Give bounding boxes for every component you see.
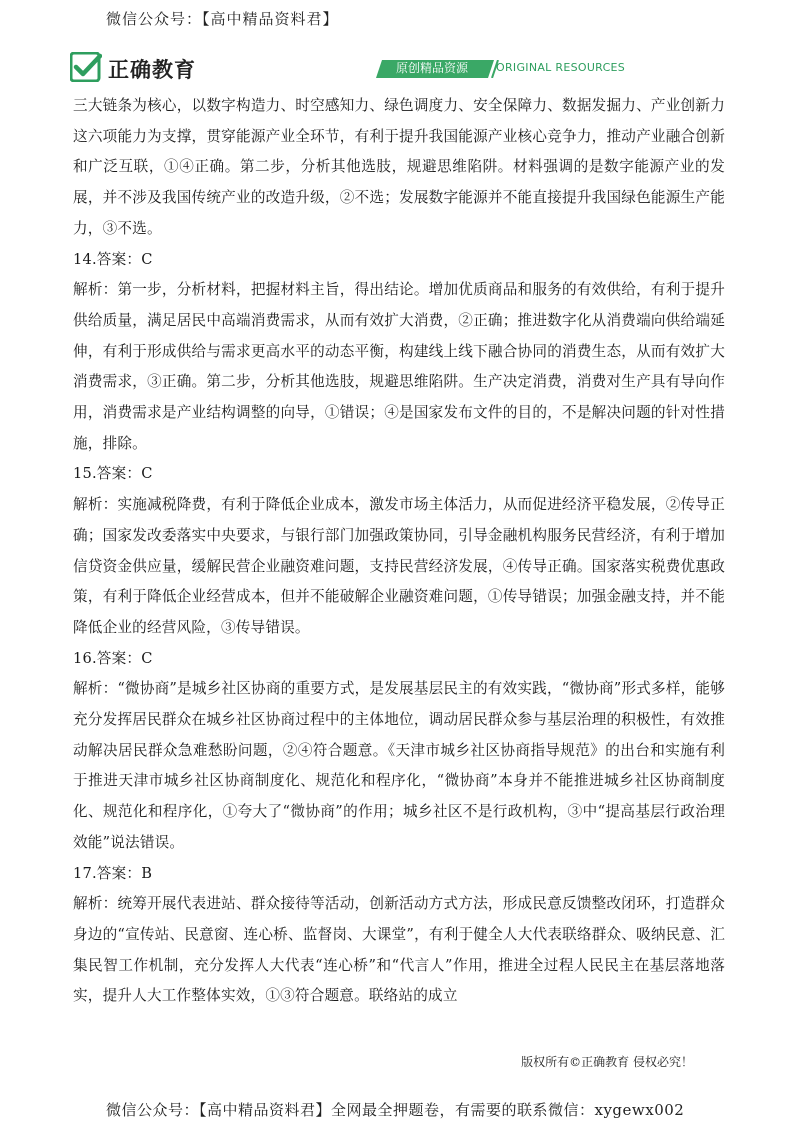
top-wechat-banner: 微信公众号：【高中精品资料君】 xyxy=(106,10,339,28)
answer-content xyxy=(73,91,725,1012)
bottom-wechat-banner: 微信公众号：【高中精品资料君】全网最全押题卷，有需要的联系微信：xygewx002 xyxy=(106,1101,685,1119)
ribbon-label-cn: 原创精品资源 xyxy=(396,61,469,75)
brand-name: 正确教育 xyxy=(108,58,196,82)
analysis-14: 解析：第一步，分析材料，把握材料主旨，得出结论。增加优质商品和服务的有效供给，有利于提升供给质量，满足居民中高端消费需求，从而有效扩大消费，②正确；推进数字化从消费端向供给端延伸，有利于形成供给与需求更高水平的动态平衡，构建线上线下融合协同的消费生态，从而有效扩大消费需求，③正确。第二步，分析其他选肢，规避思维陷阱。生产决定消费，消费对生产具有导向作用，消费需求是产业结构调整的向导，①错误；④是国家发布文件的目的，不是解决问题的针对性措施，排除。 xyxy=(73,281,725,452)
analysis-17: 解析：统筹开展代表进站、群众接待等活动，创新活动方式方法，形成民意反馈整改闭环，打造群众身边的“宣传站、民意窗、连心桥、监督岗、大课堂”，有利于健全人大代表联络群众、吸纳民意、汇集民智工作机制，充分发挥人大代表“连心桥”和“代言人”作用，推进全过程人民民主在基层落地落实，提升人大工作整体实效，①③符合题意。联络站的成立 xyxy=(73,895,725,1005)
intro-paragraph: 三大链条为核心，以数字构造力、时空感知力、绿色调度力、安全保障力、数据发掘力、产业创新力这六项能力为支撑，贯穿能源产业全环节，有利于提升我国能源产业核心竞争力，推动产业融合创新和广泛互联，①④正确。第二步，分析其他选肢，规避思维陷阱。材料强调的是数字能源产业的发展，并不涉及我国传统产业的改造升级，②不选；发展数字能源并不能直接提升我国绿色能源生产能力，③不选。 xyxy=(73,97,725,237)
check-logo-icon xyxy=(70,52,102,82)
copyright-notice: 版权所有©正确教育 侵权必究！ xyxy=(521,1055,693,1069)
answer-15: 15.答案：C xyxy=(73,465,153,483)
analysis-16: 解析：“微协商”是城乡社区协商的重要方式，是发展基层民主的有效实践，“微协商”形式多样，能够充分发挥居民群众在城乡社区协商过程中的主体地位，调动居民群众参与基层治理的积极性，有效推动解决居民群众急难愁盼问题，②④符合题意。《天津市城乡社区协商指导规范》的出台和实施有利于推进天津市城乡社区协商制度化、规范化和程序化，“微协商”本身并不能推进城乡社区协商制度化、规范化和程序化，①夸大了“微协商”的作用；城乡社区不是行政机构，③中“提高基层行政治理效能”说法错误。 xyxy=(73,680,725,851)
answer-14: 14.答案：C xyxy=(73,250,153,268)
brand-header xyxy=(70,50,710,86)
answer-16: 16.答案：C xyxy=(73,649,153,667)
analysis-15: 解析：实施减税降费，有利于降低企业成本，激发市场主体活力，从而促进经济平稳发展，②传导正确；国家发改委落实中央要求，与银行部门加强政策协同，引导金融机构服务民营经济，有利于增加信贷资金供应量，缓解民营企业融资难问题，支持民营经济发展，④传导正确。国家落实税费优惠政策，有利于降低企业经营成本，但并不能破解企业融资难问题，①传导错误；加强金融支持，并不能降低企业的经营风险，③传导错误。 xyxy=(73,496,725,636)
ribbon-label-en: ORIGINAL RESOURCES xyxy=(496,61,626,74)
answer-17: 17.答案：B xyxy=(73,864,153,882)
